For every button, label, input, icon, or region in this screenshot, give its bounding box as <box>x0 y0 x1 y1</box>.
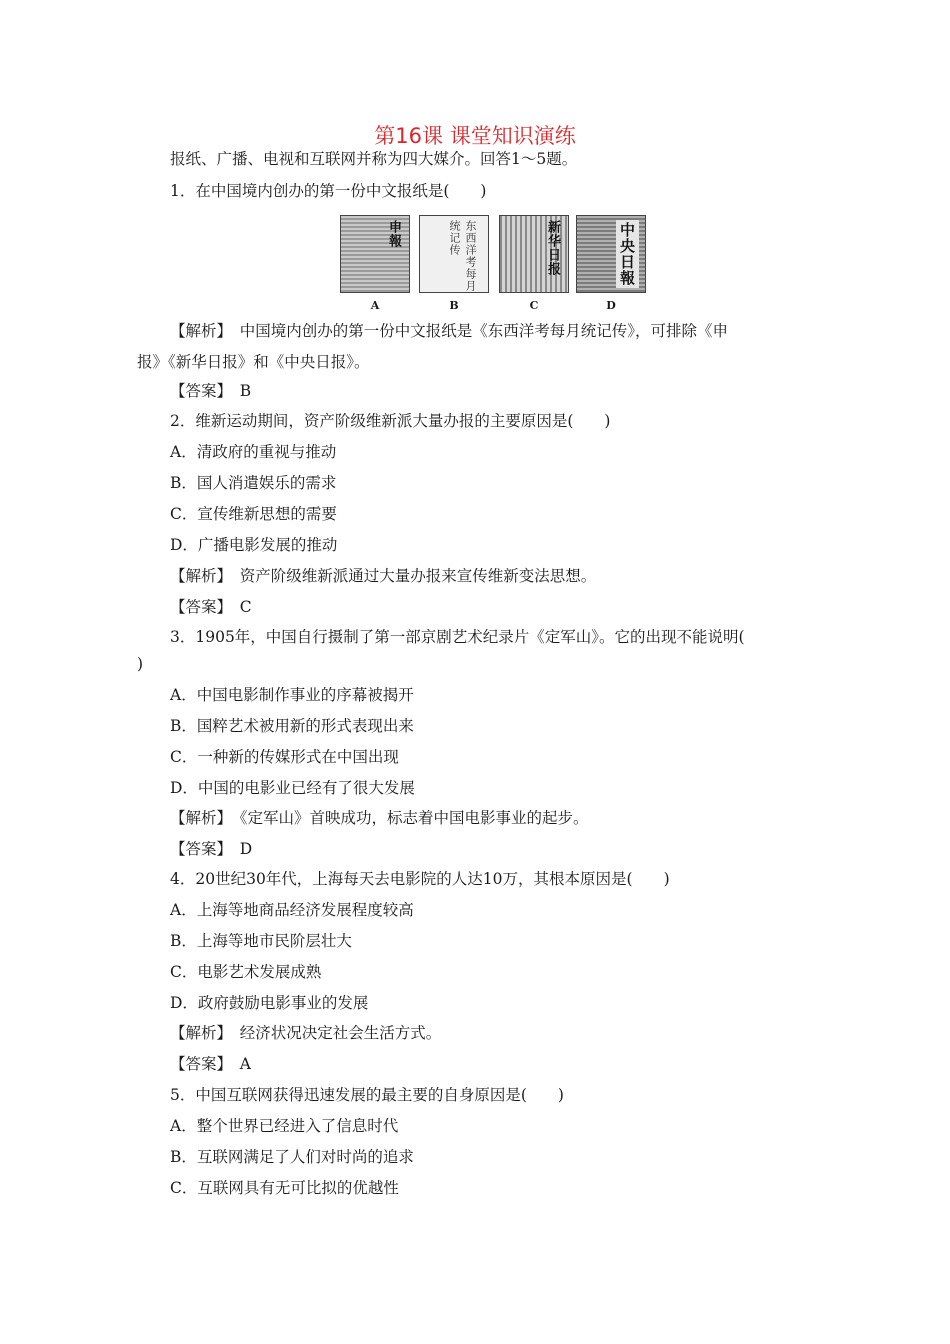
q3-option-d: D．中国的电影业已经有了很大发展 <box>170 779 415 797</box>
image-label-a: A <box>370 299 380 312</box>
q3-stem: 3．1905年，中国自行摄制了第一部京剧艺术纪录片《定军山》。它的出现不能说明( <box>170 628 745 646</box>
q4-stem: 4．20世纪30年代，上海每天去电影院的人达10万，其根本原因是( ) <box>170 870 670 888</box>
newspaper-images <box>338 215 648 315</box>
q2-option-a: A．清政府的重视与推动 <box>170 443 337 461</box>
q1-answer: 【答案】 B <box>170 382 252 400</box>
q2-answer: 【答案】 C <box>170 598 252 616</box>
q1-stem: 1．在中国境内创办的第一份中文报纸是( ) <box>170 182 487 200</box>
q4-option-c: C．电影艺术发展成熟 <box>170 963 322 981</box>
q3-stem-cont: ) <box>137 655 144 673</box>
intro-text: 报纸、广播、电视和互联网并称为四大媒介。回答1～5题。 <box>170 150 578 168</box>
q3-option-a: A．中国电影制作事业的序幕被揭开 <box>170 686 414 704</box>
q5-option-a: A．整个世界已经进入了信息时代 <box>170 1117 399 1135</box>
q5-stem: 5．中国互联网获得迅速发展的最主要的自身原因是( ) <box>170 1086 564 1104</box>
newspaper-image-c <box>499 215 569 293</box>
page-title: 第16课 课堂知识演练 <box>374 124 576 148</box>
q4-analysis: 【解析】 经济状况决定社会生活方式。 <box>170 1024 442 1042</box>
image-label-b: B <box>449 299 459 312</box>
q3-option-b: B．国粹艺术被用新的形式表现出来 <box>170 717 414 735</box>
q3-answer: 【答案】 D <box>170 840 253 858</box>
newspaper-masthead-c: 新华日报 <box>545 220 560 276</box>
newspaper-masthead-a: 申報 <box>386 220 401 248</box>
newspaper-masthead-b: 东西洋考每月统记传 <box>448 220 477 292</box>
q4-option-b: B．上海等地市民阶层壮大 <box>170 932 352 950</box>
newspaper-image-b <box>419 215 489 293</box>
newspaper-image-a <box>340 215 410 293</box>
image-label-d: D <box>606 299 616 312</box>
newspaper-masthead-d: 中央日報 <box>616 220 639 288</box>
q3-analysis: 【解析】 《定军山》首映成功，标志着中国电影事业的起步。 <box>170 809 589 827</box>
q4-option-d: D．政府鼓励电影事业的发展 <box>170 994 369 1012</box>
q3-option-c: C．一种新的传媒形式在中国出现 <box>170 748 399 766</box>
q4-answer: 【答案】 A <box>170 1055 251 1073</box>
q2-option-c: C．宣传维新思想的需要 <box>170 505 337 523</box>
q2-option-b: B．国人消遣娱乐的需求 <box>170 474 337 492</box>
q2-analysis: 【解析】 资产阶级维新派通过大量办报来宣传维新变法思想。 <box>170 567 597 585</box>
newspaper-image-d <box>576 215 646 293</box>
q5-option-b: B．互联网满足了人们对时尚的追求 <box>170 1148 414 1166</box>
image-label-c: C <box>529 299 539 312</box>
q1-analysis: 【解析】 中国境内创办的第一份中文报纸是《东西洋考每月统记传》，可排除《申 <box>170 322 729 340</box>
q2-option-d: D．广播电影发展的推动 <box>170 536 338 554</box>
q4-option-a: A．上海等地商品经济发展程度较高 <box>170 901 414 919</box>
q2-stem: 2．维新运动期间，资产阶级维新派大量办报的主要原因是( ) <box>170 412 611 430</box>
q5-option-c: C．互联网具有无可比拟的优越性 <box>170 1179 399 1197</box>
q1-analysis-cont: 报》《新华日报》和《中央日报》。 <box>137 353 370 371</box>
